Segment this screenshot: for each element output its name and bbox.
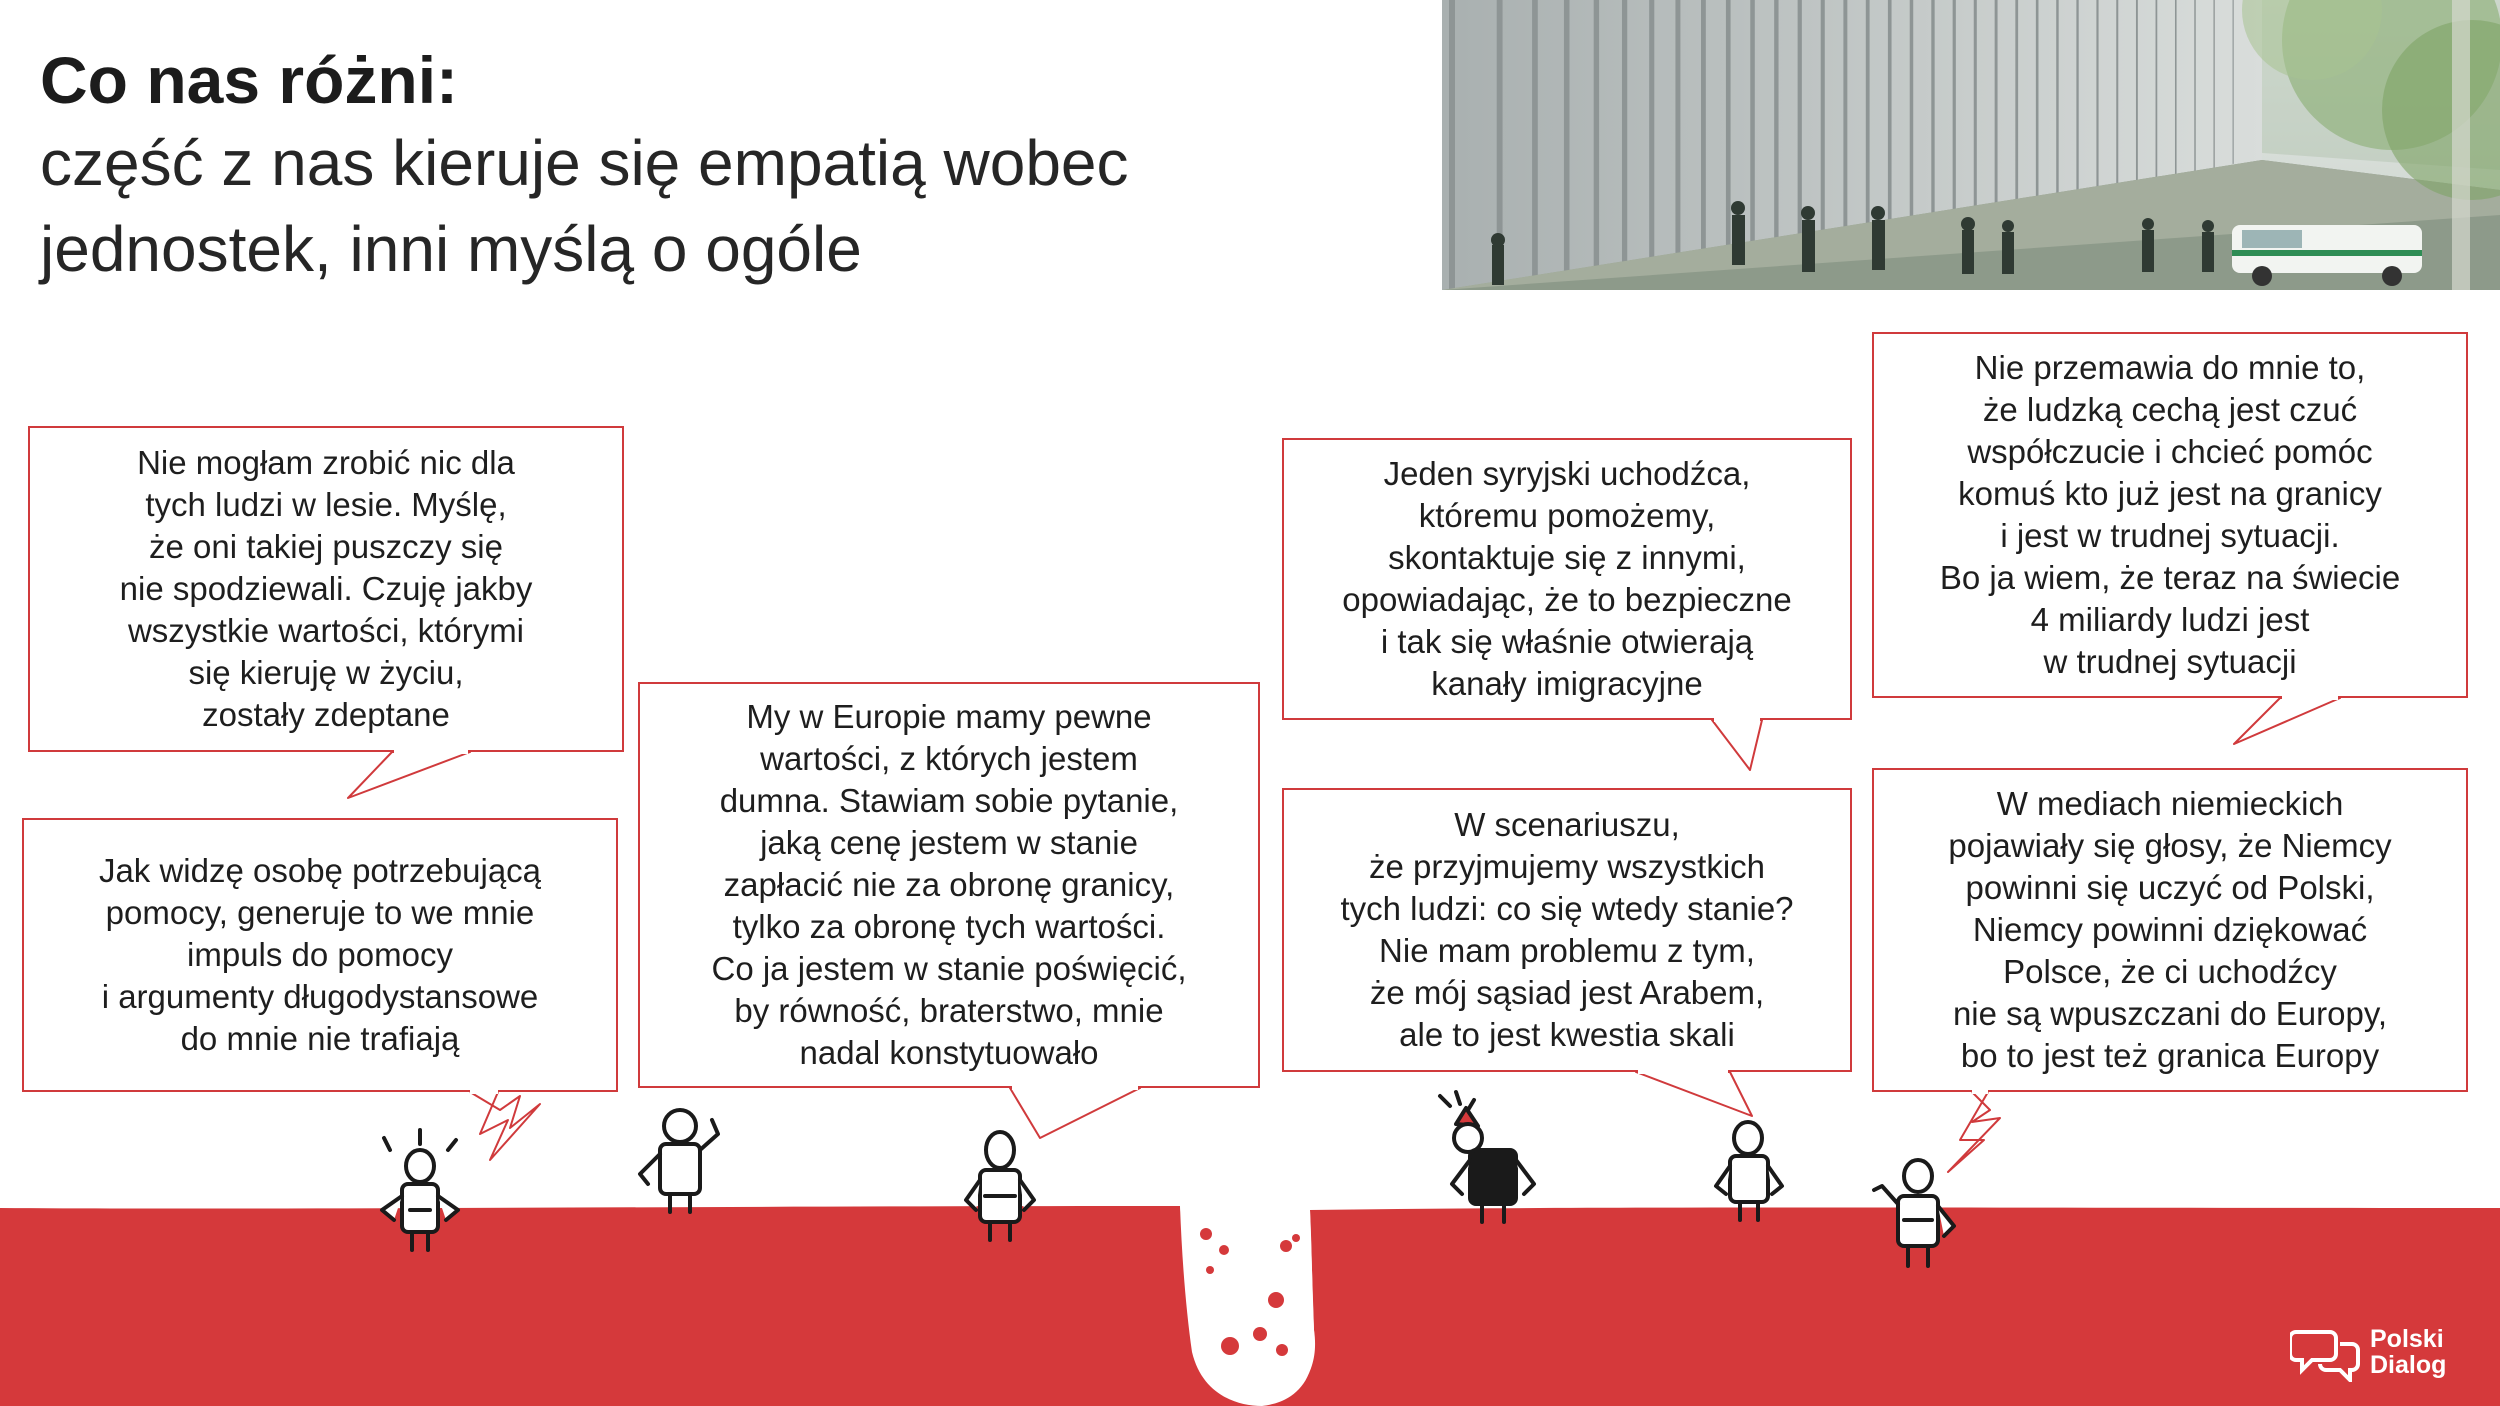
quote-text-6: Nie przemawia do mnie to, że ludzką cechą jest czuć współczucie i chcieć pomóc komuś kto już jest na granicy i jest w trudnej sytuacji. Bo ja wiem, że teraz na świecie 4 miliardy ludzi jest w trudnej sytuacji [1939, 349, 2401, 680]
quote-text-5: W scenariuszu, że przyjmujemy wszystkich tych ludzi: co się wtedy stanie? Nie mam problemu z tym, że mój sąsiad jest Arabem, ale to jest kwestia skali [1340, 806, 1794, 1053]
figure-2 [640, 1110, 718, 1212]
polski-dialog-logo [2290, 1322, 2480, 1386]
figure-5 [1716, 1122, 1782, 1220]
logo-text: Polski Dialog [2370, 1325, 2447, 1379]
quote-text-1: Nie mogłam zrobić nic dla tych ludzi w lesie. Myślę, że oni takiej puszczy się nie spodziewali. Czuję jakby wszystkie wartości, którymi się kieruję w życiu, zostały zdeptane [119, 444, 533, 733]
page-title: Co nas różni: [40, 43, 459, 117]
page-subtitle-line-2: jednostek, inni myślą o ogóle [40, 213, 862, 285]
quote-text-7: W mediach niemieckich pojawiały się głosy, że Niemcy powinni się uczyć od Polski, Niemcy powinni dziękować Polsce, że ci uchodźcy nie są wpuszczani do Europy, bo to jest też granica Europy [1948, 785, 2392, 1074]
quote-text-2: Jak widzę osobę potrzebującą pomocy, generuje to we mnie impuls do pomocy i argumenty długodystansowe do mnie nie trafiają [98, 852, 542, 1057]
quote-text-3: My w Europie mamy pewne wartości, z których jestem dumna. Stawiam sobie pytanie, jaką cenę jestem w stanie zapłacić nie za obronę granicy, tylko za obronę tych wartości. Co ja jestem w stanie poświęcić, by równość, braterstwo, mnie nadal konstytuowało [711, 698, 1187, 1071]
figure-4 [1440, 1092, 1534, 1222]
speech-bubbles-icon [2290, 1322, 2362, 1382]
quote-text-4: Jeden syryjski uchodźca, któremu pomożemy, skontaktuje się z innymi, opowiadając, że to bezpieczne i tak się właśnie otwierają kanały imigracyjne [1342, 455, 1792, 702]
page-subtitle-line-1: część z nas kieruje się empatią wobec [40, 127, 1129, 199]
